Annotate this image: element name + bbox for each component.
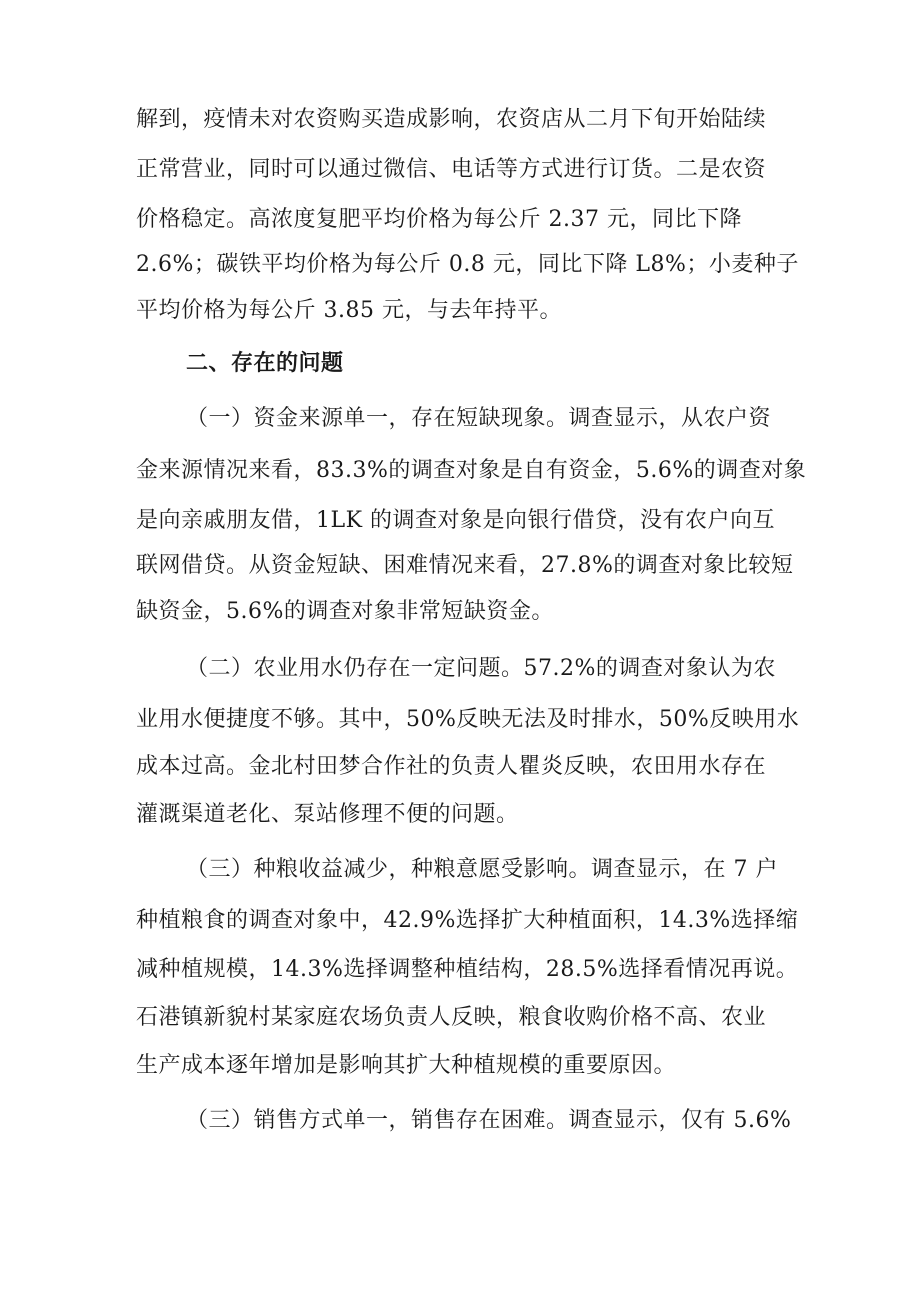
text-line: 正常营业，同时可以通过微信、电话等方式进行订货。二是农资	[136, 157, 767, 182]
text-line: （三）销售方式单一，销售存在困难。调查显示，仅有 5.6%	[186, 1108, 792, 1133]
text-line: 联网借贷。从资金短缺、困难情况来看，27.8%的调查对象比较短	[136, 553, 794, 578]
text-line: 石港镇新貌村某家庭农场负责人反映，粮食收购价格不高、农业	[136, 1005, 767, 1030]
text-line: 金来源情况来看，83.3%的调查对象是自有资金，5.6%的调查对象	[136, 458, 807, 483]
section-heading: 二、存在的问题	[186, 351, 344, 376]
text-line: 缺资金，5.6%的调查对象非常短缺资金。	[136, 599, 554, 624]
text-line: （一）资金来源单一，存在短缺现象。调查显示，从农户资	[186, 406, 772, 431]
text-line: 平均价格为每公斤 3.85 元，与去年持平。	[136, 298, 562, 323]
text-line: 种植粮食的调查对象中，42.9%选择扩大种植面积，14.3%选择缩	[136, 908, 799, 933]
text-line: （二）农业用水仍存在一定问题。57.2%的调查对象认为农	[186, 656, 776, 681]
text-line: 成本过高。金北村田梦合作社的负责人瞿炎反映，农田用水存在	[136, 754, 767, 779]
text-line: 业用水便捷度不够。其中，50%反映无法及时排水，50%反映用水	[136, 707, 800, 732]
text-line: （三）种粮收益减少，种粮意愿受影响。调查显示，在 7 户	[186, 857, 778, 882]
text-line: 解到，疫情未对农资购买造成影响，农资店从二月下旬开始陆续	[136, 107, 767, 132]
text-line: 减种植规模，14.3%选择调整种植结构，28.5%选择看情况再说。	[136, 957, 799, 982]
text-line: 价格稳定。高浓度复肥平均价格为每公斤 2.37 元，同比下降	[136, 207, 742, 232]
text-line: 2.6%；碳铁平均价格为每公斤 0.8 元，同比下降 L8%；小麦种子	[136, 252, 799, 277]
text-line: 是向亲戚朋友借，1LK 的调查对象是向银行借贷，没有农户向互	[136, 508, 776, 533]
text-line: 生产成本逐年增加是影响其扩大种植规模的重要原因。	[136, 1053, 677, 1078]
text-line: 灌溉渠道老化、泵站修理不便的问题。	[136, 802, 519, 827]
